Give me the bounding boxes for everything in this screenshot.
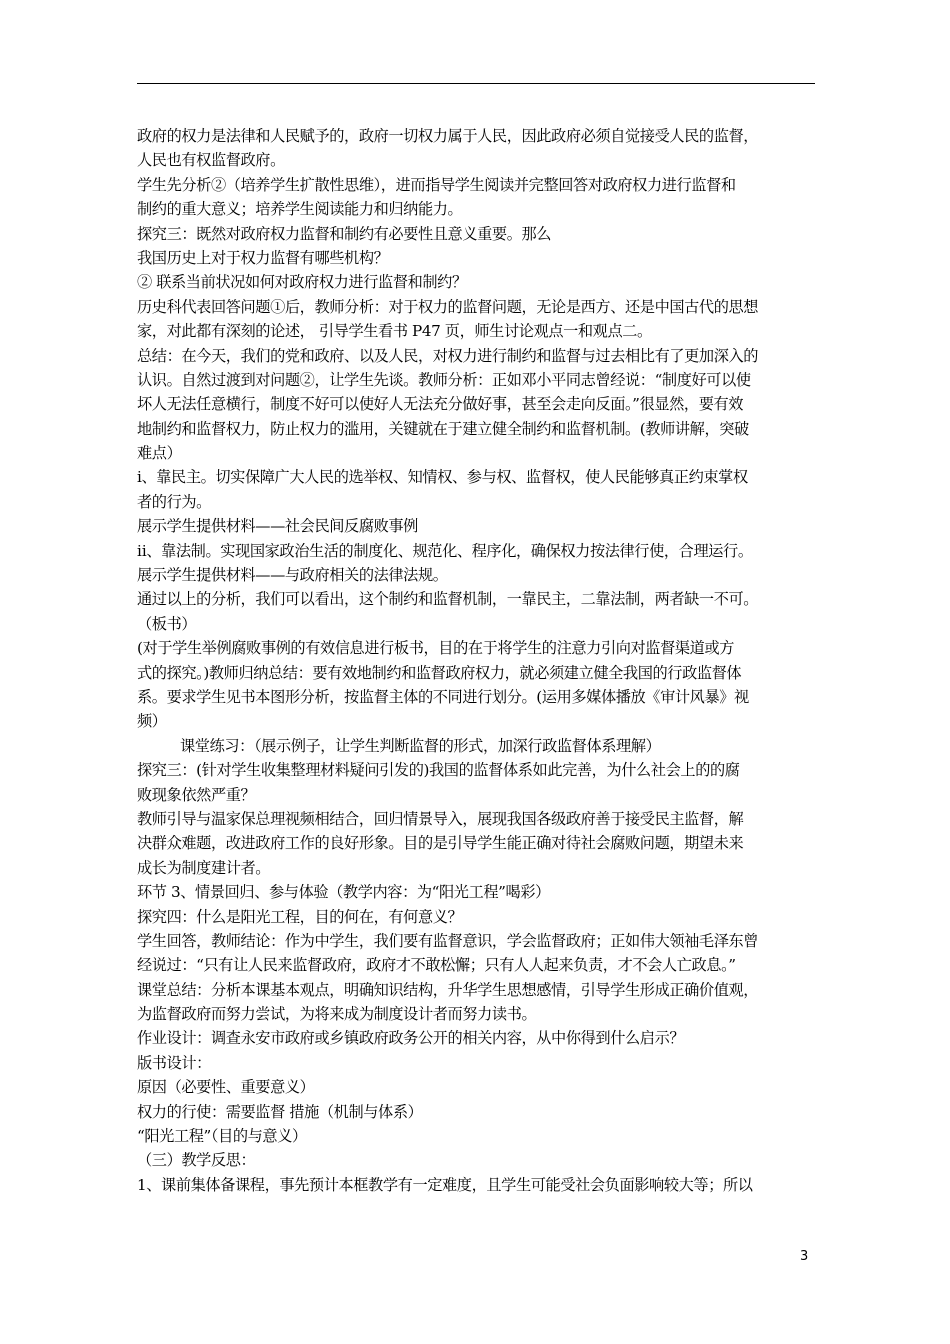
text-line: 经说过：“只有让人民来监督政府，政府才不敢松懈；只有人人起来负责，才不会人亡政息。”: [137, 956, 736, 975]
text-line: 教师引导与温家保总理视频相结合，回归情景导入，展现我国各级政府善于接受民主监督，解: [137, 809, 744, 828]
text-line: 制约的重大意义；培养学生阅读能力和归纳能力。: [137, 200, 463, 219]
text-line: 版书设计：: [137, 1053, 211, 1072]
text-line: 频）: [137, 712, 167, 731]
text-line: 式的探究。)教师归纳总结：要有效地制约和监督政府权力，就必须建立健全我国的行政监督体: [137, 663, 742, 682]
text-line: 权力的行使：需要监督 措施（机制与体系）: [137, 1102, 423, 1121]
text-line: 作业设计：调查永安市政府或乡镇政府政务公开的相关内容，从中你得到什么启示？: [137, 1029, 685, 1048]
text-line: 学生先分析②（培养学生扩散性思维），进而指导学生阅读并完整回答对政府权力进行监督和: [137, 175, 736, 194]
text-line: 我国历史上对于权力监督有哪些机构？: [137, 248, 389, 267]
text-line: 者的行为。: [137, 492, 211, 511]
text-line: 为监督政府而努力尝试，为将来成为制度设计者而努力读书。: [137, 1005, 537, 1024]
text-line: 系。要求学生见书本图形分析，按监督主体的不同进行划分。(运用多媒体播放《审计风暴》视: [137, 687, 749, 706]
document-body: [137, 124, 817, 1197]
text-line: 败现象依然严重？: [137, 785, 256, 804]
text-line: (对于学生举例腐败事例的有效信息进行板书，目的在于将学生的注意力引向对监督渠道或方: [137, 639, 735, 658]
text-line: 展示学生提供材料——社会民间反腐败事例: [137, 517, 418, 536]
text-line: 难点）: [137, 444, 182, 463]
text-line: 认识。自然过渡到对问题②，让学生先谈。教师分析：正如邓小平同志曾经说：“制度好可以使: [137, 370, 751, 389]
text-line: 总结：在今天，我们的党和政府、以及人民，对权力进行制约和监督与过去相比有了更加深入的: [137, 346, 759, 365]
text-line: “阳光工程”（目的与意义）: [137, 1127, 307, 1146]
text-line: 成长为制度建计者。: [137, 858, 271, 877]
text-line: ⅱ、靠法制。实现国家政治生活的制度化、规范化、程序化，确保权力按法律行使，合理运行。: [137, 541, 753, 560]
text-line: 环节 3、情景回归、参与体验（教学内容：为“阳光工程”喝彩）: [137, 883, 550, 902]
text-line: 历史科代表回答问题①后，教师分析：对于权力的监督问题，无论是西方、还是中国古代的思想: [137, 297, 759, 316]
text-line: 展示学生提供材料——与政府相关的法律法规。: [137, 566, 448, 585]
text-line: ② 联系当前状况如何对政府权力进行监督和制约？: [137, 273, 467, 292]
text-line: 探究四：什么是阳光工程，目的何在，有何意义？: [137, 907, 463, 926]
header-rule: [137, 83, 815, 84]
text-line: ⅰ、靠民主。切实保障广大人民的选举权、知情权、参与权、监督权，使人民能够真正约束掌权: [137, 468, 748, 487]
text-line: 人民也有权监督政府。: [137, 151, 285, 170]
text-line: 课堂总结：分析本课基本观点，明确知识结构，升华学生思想感情，引导学生形成正确价值观，: [137, 980, 759, 999]
text-line: 1、课前集体备课程，事先预计本框教学有一定难度，且学生可能受社会负面影响较大等；所以: [137, 1175, 753, 1194]
text-line: 家，对此都有深刻的论述， 引导学生看书 P47 页，师生讨论观点一和观点二。: [137, 322, 652, 341]
text-line: 课堂练习：（展示例子，让学生判断监督的形式，加深行政监督体系理解）: [180, 736, 661, 755]
text-line: 学生回答，教师结论：作为中学生，我们要有监督意识，学会监督政府；正如伟大领袖毛泽东曾: [137, 931, 759, 950]
text-line: 通过以上的分析，我们可以看出，这个制约和监督机制，一靠民主，二靠法制，两者缺一不可。: [137, 590, 759, 609]
text-line: 决群众难题，改进政府工作的良好形象。目的是引导学生能正确对待社会腐败问题，期望未来: [137, 834, 744, 853]
text-line: 地制约和监督权力，防止权力的滥用，关键就在于建立健全制约和监督机制。(教师讲解，突破: [137, 419, 749, 438]
text-line: 政府的权力是法律和人民赋予的，政府一切权力属于人民，因此政府必须自觉接受人民的监督，: [137, 127, 759, 145]
text-line: （板书）: [137, 614, 197, 633]
text-line: 探究三：(针对学生收集整理材料疑问引发的)我国的监督体系如此完善，为什么社会上的的腐: [137, 761, 740, 780]
text-line: 坏人无法任意横行，制度不好可以使好人无法充分做好事，甚至会走向反面。”很显然，要有效: [137, 395, 744, 414]
page-number: 3: [800, 1249, 809, 1264]
text-line: （三）教学反思：: [137, 1151, 256, 1170]
text-line: 探究三：既然对政府权力监督和制约有必要性且意义重要。那么: [137, 224, 552, 243]
text-line: 原因（必要性、重要意义）: [137, 1078, 315, 1097]
